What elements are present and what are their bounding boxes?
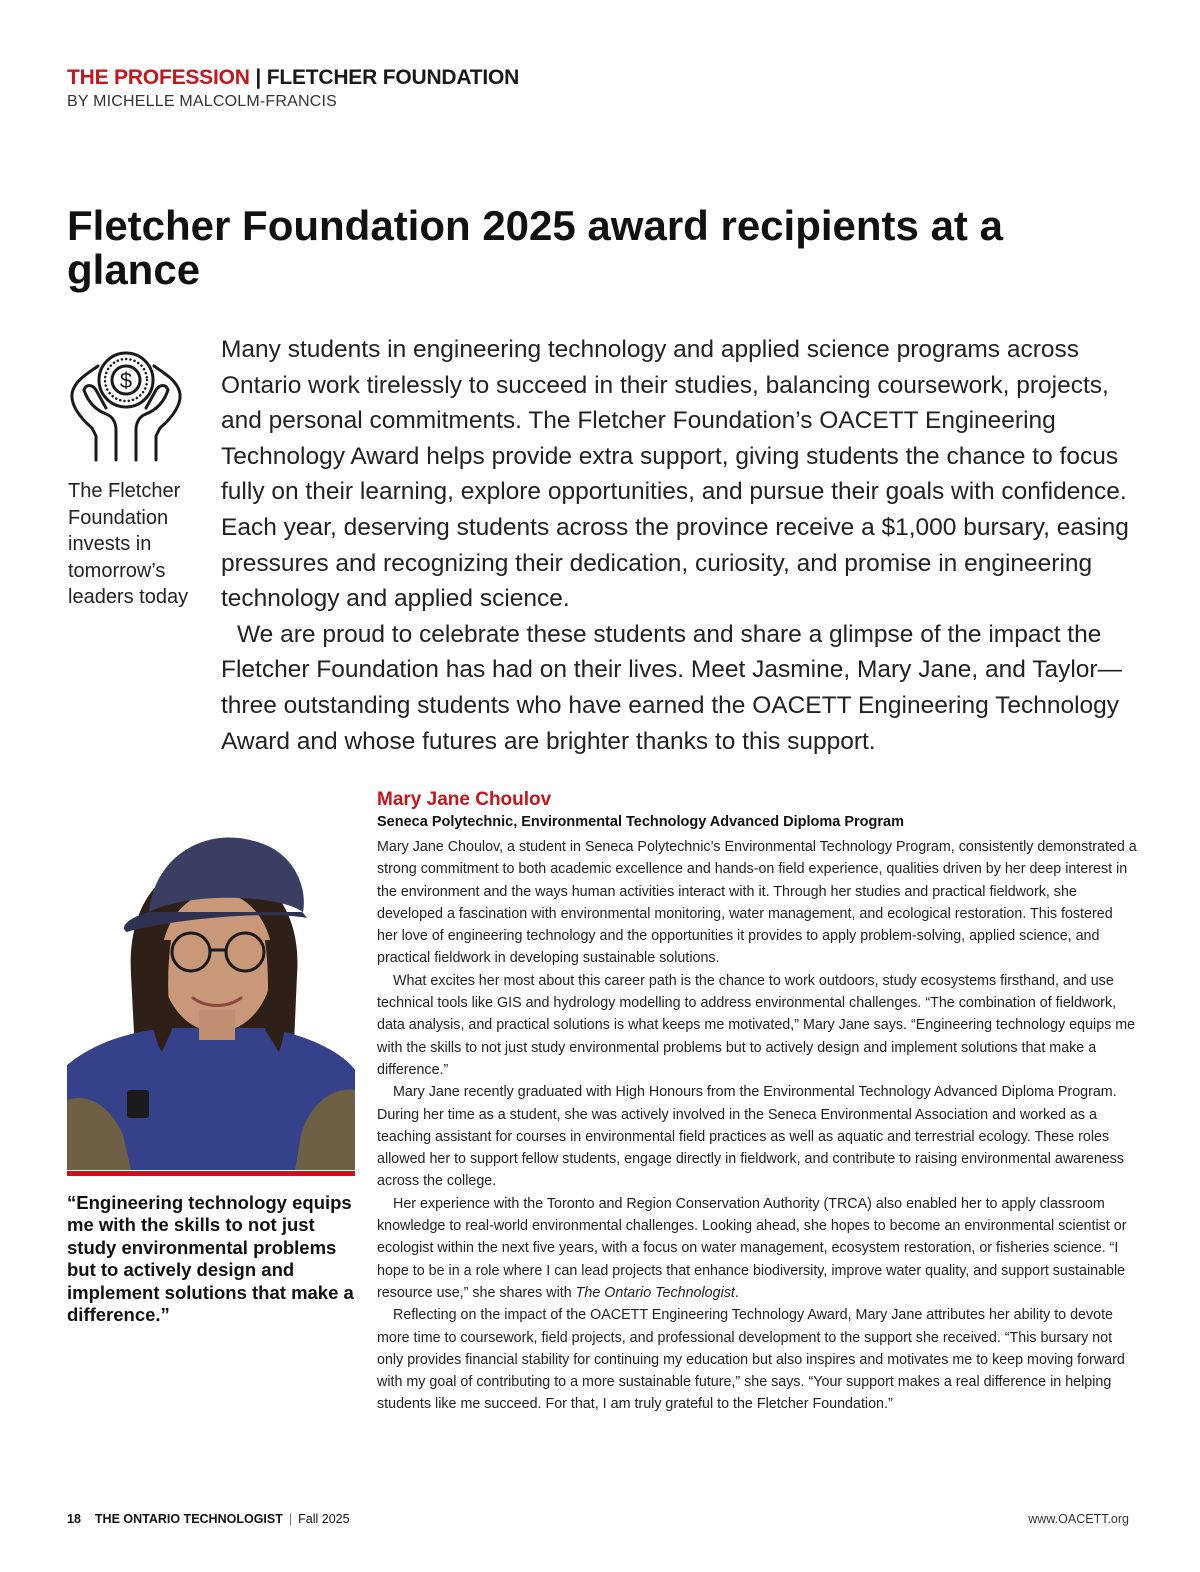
pull-quote: “Engineering technology equips me with the skills to not just study environmental problems but to actively design and implement solutions that make a difference.” (67, 1192, 354, 1326)
sidebar-caption: The Fletcher Foundation invests in tomorrow’s leaders today (68, 480, 189, 608)
publication-title: The Ontario Technologist (575, 1284, 735, 1301)
publication-name: THE ONTARIO TECHNOLOGIST (94, 1512, 283, 1526)
section-label: THE PROFESSION (67, 66, 250, 89)
photo-accent-rule (67, 1171, 355, 1176)
profile-paragraph: Reflecting on the impact of the OACETT Engineering Technology Award, Mary Jane attributes her ability to devote more time to coursework, field projects, and professional development to the support she received. “This bursary not only provides financial stability for continuing my education but also inspires and motivates me to keep moving forward with my goal of contributing to a more sustainable future,” she says. “Your support makes a real difference in helping students like me succeed. For that, I am truly grateful to the Fletcher Foundation.” (377, 1307, 1125, 1413)
profile-paragraph: Mary Jane recently graduated with High Honours from the Environmental Technology Advanced Diploma Program. During her time as a student, she was actively involved in the Seneca Environmental Association and worked as a teaching assistant for courses in environmental field practices as well as aquatic and terrestrial ecology. These roles allowed her to support fellow students, engage directly in fieldwork, and contribute to raising environmental awareness across the college. (377, 1084, 1125, 1190)
kicker-separator: | (249, 66, 267, 89)
page-title: Fletcher Foundation 2025 award recipients at a glance (67, 202, 1003, 293)
profile-paragraph (377, 1193, 1137, 1304)
profile-paragraph: Mary Jane Choulov, a student in Seneca Polytechnic’s Environmental Technology Program, consistently demonstrated a strong commitment to both academic excellence and hands-on field experience, qualities driven by her deep interest in the environment and the ways human activities interact with it. Through her studies and practical fieldwork, she developed a fascination with environmental monitoring, water management, and ecological restoration. This fostered her love of engineering technology and the opportunities it provides to apply problem-solving, applied science, and practical fieldwork in developing sustainable solutions. (377, 839, 1137, 967)
profile-paragraph-text: Her experience with the Toronto and Region Conservation Authority (TRCA) also enabled her to apply classroom knowledge to real-world environmental challenges. Looking ahead, she hopes to become an environmental scientist or ecologist within the next five years, with a focus on water management, ecosystem restoration, or fisheries science. “I hope to be in a role where I can lead projects that enhance biodiversity, improve water quality, and support sustainable resource use,” she shares with (377, 1195, 1127, 1301)
coin-dollar-symbol: $ (119, 368, 133, 393)
intro-paragraph: Many students in engineering technology and applied science programs across Ontario work tirelessly to succeed in their studies, balancing coursework, projects, and personal commitments. The Fletcher Foundation’s OACETT Engineering Technology Award helps provide extra support, giving students the chance to focus fully on their learning, explore opportunities, and pursue their goals with confidence. Each year, deserving students across the province receive a $1,000 bursary, easing pressures and recognizing their dedication, curiosity, and promise in engineering technology and applied science. (221, 336, 1129, 613)
page-number: 18 (67, 1512, 81, 1526)
footer-folio (67, 1512, 350, 1526)
recipient-program: Seneca Polytechnic, Environmental Technology Advanced Diploma Program (377, 814, 904, 830)
hands-holding-coin-icon (66, 342, 186, 462)
intro-paragraph: We are proud to celebrate these students and share a glimpse of the impact the Fletcher Foundation has had on their lives. Meet Jasmine, Mary Jane, and Taylor—three outstanding students who have earned the OACETT Engineering Technology Award and whose futures are brighter thanks to this support. (221, 620, 1123, 755)
recipient-name: Mary Jane Choulov (377, 789, 552, 810)
issue-label: Fall 2025 (298, 1512, 350, 1526)
topic-label: FLETCHER FOUNDATION (266, 66, 520, 89)
profile-article-body (377, 836, 1137, 1416)
byline: BY MICHELLE MALCOLM-FRANCIS (67, 93, 338, 110)
website-url: www.OACETT.org (1028, 1512, 1129, 1526)
intro-text (221, 332, 1129, 759)
section-kicker (67, 66, 519, 90)
profile-paragraph: What excites her most about this career path is the chance to work outdoors, study ecosystems firsthand, and use technical tools like GIS and hydrology modelling to address environmental challenges. “The combination of fieldwork, data analysis, and practical solutions is what keeps me motivated,” Mary Jane says. “Engineering technology equips me with the skills to not just study environmental problems but to actively design and implement solutions that make a difference.” (377, 972, 1136, 1078)
profile-photo (67, 790, 355, 1175)
footer-separator: | (288, 1512, 293, 1526)
profile-paragraph-end: . (734, 1284, 739, 1301)
